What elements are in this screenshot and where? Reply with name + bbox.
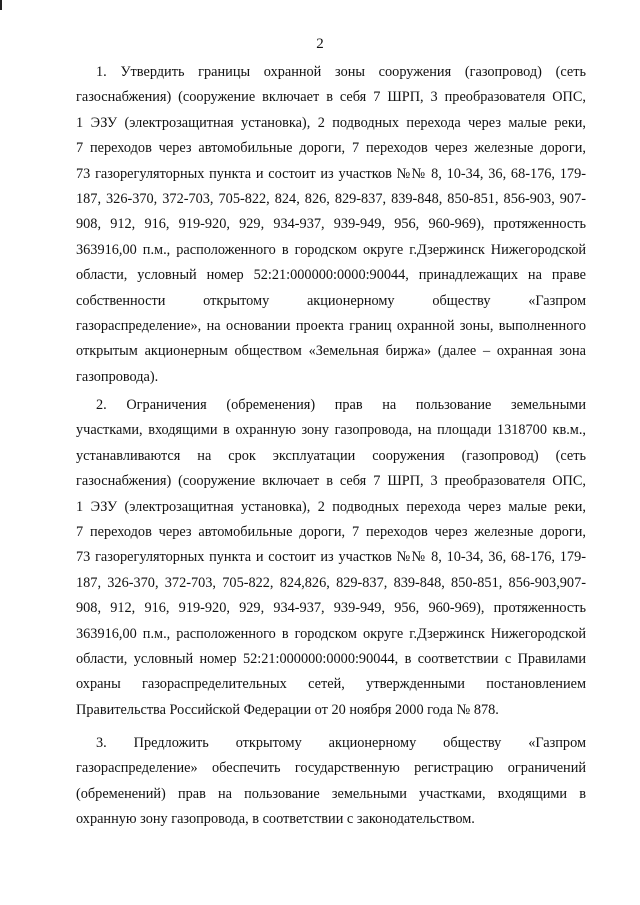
line-text: открытым акционерным обществом «Земельная биржа» (далее – охранная зона bbox=[76, 343, 586, 360]
line-text: 73 газорегуляторных пункта и состоит из участков №№ 8, 10-34, 36, 68-176, 179- bbox=[76, 549, 586, 566]
line-text: 73 газорегуляторных пункта и состоит из участков №№ 8, 10-34, 36, 68-176, 179- bbox=[76, 165, 586, 182]
line-text: 187, 326-370, 372-703, 705-822, 824, 826, 829-837, 839-848, 850-851, 856-903, 907- bbox=[76, 190, 586, 207]
line-text: охранную зону газопровода, в соответствии с законодательством. bbox=[76, 811, 475, 828]
line-text: Предложить открытому акционерному обществу «Газпром bbox=[133, 735, 586, 751]
paragraph-3-line bbox=[76, 731, 586, 756]
paragraph-1-line bbox=[76, 136, 586, 161]
line-text: участками, входящими в охранную зону газопровода, на площади 1318700 кв.м., bbox=[76, 422, 586, 439]
paragraph-1-line bbox=[76, 162, 586, 187]
paragraph-2-line bbox=[76, 444, 586, 469]
line-text: 187, 326-370, 372-703, 705-822, 824,826, 829-837, 839-848, 850-851, 856-903,907- bbox=[76, 574, 586, 591]
paragraph-1-line bbox=[76, 289, 586, 314]
paragraph-1-line bbox=[76, 365, 586, 390]
line-text: Утвердить границы охранной зоны сооружения (газопровод) (сеть bbox=[120, 64, 586, 80]
paragraph-3 bbox=[76, 731, 586, 833]
line-text: 363916,00 п.м., расположенного в городском округе г.Дзержинск Нижегородской bbox=[76, 241, 586, 258]
paragraph-2 bbox=[76, 393, 586, 723]
line-text: Правительства Российской Федерации от 20 ноября 2000 года № 878. bbox=[76, 701, 499, 718]
line-text: устанавливаются на срок эксплуатации сооружения (газопровод) (сеть bbox=[76, 447, 586, 464]
page-number: 2 bbox=[316, 36, 324, 52]
paragraph-2-line bbox=[76, 571, 586, 596]
line-text: газоснабжения) (сооружение включает в себя 7 ШРП, 3 преобразователя ОПС, bbox=[76, 89, 586, 106]
paragraph-1-line bbox=[76, 85, 586, 110]
paragraph-2-line bbox=[76, 545, 586, 570]
paragraph-1-line bbox=[76, 314, 586, 339]
line-text: газопровода). bbox=[76, 368, 159, 385]
paragraph-number: 2. bbox=[96, 397, 107, 413]
line-text: 7 переходов через автомобильные дороги, 7 переходов через железные дороги, bbox=[76, 140, 586, 157]
line-text: 908, 912, 916, 919-920, 929, 934-937, 939-949, 956, 960-969), протяженность bbox=[76, 600, 586, 617]
paragraph-1-line bbox=[76, 212, 586, 237]
paragraph-1-line bbox=[76, 339, 586, 364]
line-text: газораспределение» обеспечить государственную регистрацию ограничений bbox=[76, 760, 586, 777]
line-text: газоснабжения) (сооружение включает в себя 7 ШРП, 3 преобразователя ОПС, bbox=[76, 473, 586, 490]
paragraph-number: 1. bbox=[96, 64, 107, 80]
paragraph-2-line bbox=[76, 622, 586, 647]
paragraph-1-line bbox=[76, 60, 586, 85]
paragraph-3-line bbox=[76, 782, 586, 807]
line-text: 1 ЭЗУ (электрозащитная установка), 2 подводных перехода через малые реки, bbox=[76, 498, 586, 515]
line-text: Ограничения (обременения) прав на пользование земельными bbox=[126, 397, 586, 413]
line-text: собственности открытому акционерному обществу «Газпром bbox=[76, 292, 586, 309]
line-text: газораспределение», на основании проекта границ охранной зоны, выполненного bbox=[76, 317, 586, 334]
line-text: охраны газораспределительных сетей, утвержденными постановлением bbox=[76, 676, 586, 693]
paragraph-2-line bbox=[76, 418, 586, 443]
paragraph-1-line bbox=[76, 187, 586, 212]
line-text: 908, 912, 916, 919-920, 929, 934-937, 939-949, 956, 960-969), протяженность bbox=[76, 216, 586, 233]
line-text: области, условный номер 52:21:000000:0000:90044, принадлежащих на праве bbox=[76, 267, 586, 284]
scan-edge-mark bbox=[0, 0, 2, 10]
line-text: 1 ЭЗУ (электрозащитная установка), 2 подводных перехода через малые реки, bbox=[76, 114, 586, 131]
paragraph-2-line bbox=[76, 596, 586, 621]
paragraph-1 bbox=[76, 60, 586, 390]
paragraph-number: 3. bbox=[96, 735, 107, 751]
line-text: 363916,00 п.м., расположенного в городском округе г.Дзержинск Нижегородской bbox=[76, 625, 586, 642]
paragraph-2-line bbox=[76, 393, 586, 418]
paragraph-1-line bbox=[76, 238, 586, 263]
paragraph-2-line bbox=[76, 495, 586, 520]
line-text: (обременений) прав на пользование земельными участками, входящими в bbox=[76, 785, 586, 802]
paragraph-3-line bbox=[76, 756, 586, 781]
paragraph-1-line bbox=[76, 111, 586, 136]
paragraph-2-line bbox=[76, 520, 586, 545]
paragraph-2-line bbox=[76, 647, 586, 672]
paragraph-2-line bbox=[76, 672, 586, 697]
paragraph-2-line bbox=[76, 698, 586, 723]
paragraph-3-line bbox=[76, 807, 586, 832]
paragraph-2-line bbox=[76, 469, 586, 494]
paragraph-1-line bbox=[76, 263, 586, 288]
line-text: 7 переходов через автомобильные дороги, 7 переходов через железные дороги, bbox=[76, 523, 586, 540]
line-text: области, условный номер 52:21:000000:0000:90044, в соответствии с Правилами bbox=[76, 650, 586, 667]
